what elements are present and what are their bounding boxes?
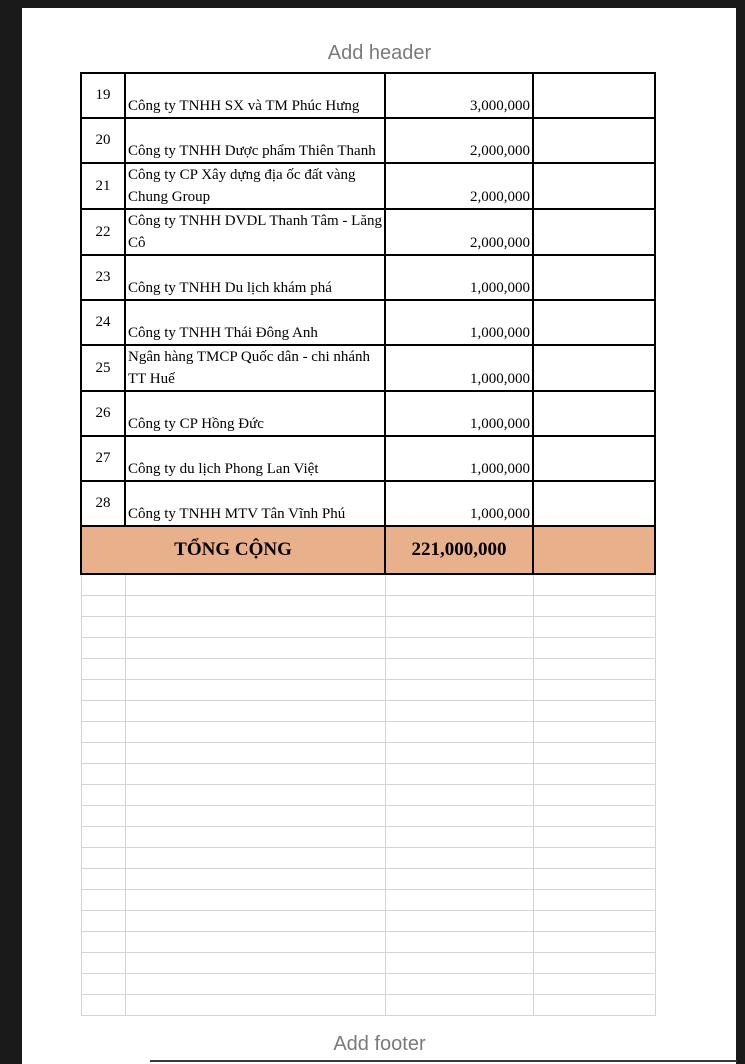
grid-cell[interactable] xyxy=(533,911,655,932)
empty-grid xyxy=(81,574,655,1016)
grid-cell[interactable] xyxy=(533,848,655,869)
grid-cell[interactable] xyxy=(385,701,533,722)
empty-row xyxy=(81,974,655,995)
grid-cell[interactable] xyxy=(533,827,655,848)
grid-cell[interactable] xyxy=(385,574,533,596)
row-number[interactable]: 25 xyxy=(81,345,125,391)
grid-cell[interactable] xyxy=(533,974,655,995)
empty-cell[interactable] xyxy=(533,118,655,163)
empty-cell[interactable] xyxy=(533,436,655,481)
grid-cell[interactable] xyxy=(81,680,125,701)
grid-cell[interactable] xyxy=(125,701,385,722)
empty-cell[interactable] xyxy=(533,255,655,300)
total-amount[interactable]: 221,000,000 xyxy=(385,526,533,574)
grid-cell[interactable] xyxy=(125,743,385,764)
amount-cell[interactable]: 2,000,000 xyxy=(385,163,533,209)
grid-cell[interactable] xyxy=(385,848,533,869)
grid-cell[interactable] xyxy=(125,869,385,890)
grid-cell[interactable] xyxy=(385,932,533,953)
empty-row xyxy=(81,848,655,869)
grid-cell[interactable] xyxy=(385,722,533,743)
grid-cell[interactable] xyxy=(533,932,655,953)
grid-cell[interactable] xyxy=(385,911,533,932)
table-row xyxy=(81,73,655,118)
grid-cell[interactable] xyxy=(125,827,385,848)
table-row xyxy=(81,118,655,163)
grid-cell[interactable] xyxy=(81,638,125,659)
row-number[interactable]: 26 xyxy=(81,391,125,436)
amount-cell[interactable]: 2,000,000 xyxy=(385,118,533,163)
grid-cell[interactable] xyxy=(81,785,125,806)
grid-cell[interactable] xyxy=(125,911,385,932)
grid-cell[interactable] xyxy=(125,974,385,995)
grid-cell[interactable] xyxy=(533,890,655,911)
grid-cell[interactable] xyxy=(385,827,533,848)
grid-cell[interactable] xyxy=(533,659,655,680)
row-number[interactable]: 27 xyxy=(81,436,125,481)
grid-cell[interactable] xyxy=(125,574,385,596)
grid-cell[interactable] xyxy=(81,995,125,1016)
grid-cell[interactable] xyxy=(125,932,385,953)
grid-cell[interactable] xyxy=(81,869,125,890)
grid-cell[interactable] xyxy=(125,848,385,869)
empty-cell[interactable] xyxy=(533,73,655,118)
row-number[interactable]: 22 xyxy=(81,209,125,255)
company-name-cell[interactable]: Công ty TNHH DVDL Thanh Tâm - Lăng Cô xyxy=(125,209,385,255)
empty-row xyxy=(81,617,655,638)
grid-cell[interactable] xyxy=(533,785,655,806)
empty-row xyxy=(81,953,655,974)
grid-cell[interactable] xyxy=(81,701,125,722)
grid-cell[interactable] xyxy=(533,617,655,638)
grid-cell[interactable] xyxy=(81,974,125,995)
amount-cell[interactable]: 3,000,000 xyxy=(385,73,533,118)
grid-cell[interactable] xyxy=(385,785,533,806)
grid-cell[interactable] xyxy=(533,596,655,617)
grid-cell[interactable] xyxy=(533,869,655,890)
grid-cell[interactable] xyxy=(125,722,385,743)
empty-row xyxy=(81,701,655,722)
grid-cell[interactable] xyxy=(385,680,533,701)
grid-cell[interactable] xyxy=(533,638,655,659)
grid-cell[interactable] xyxy=(81,722,125,743)
grid-cell[interactable] xyxy=(125,659,385,680)
grid-cell[interactable] xyxy=(125,890,385,911)
grid-cell[interactable] xyxy=(533,995,655,1016)
empty-row xyxy=(81,764,655,785)
grid-cell[interactable] xyxy=(125,785,385,806)
row-number[interactable]: 19 xyxy=(81,73,125,118)
empty-row xyxy=(81,869,655,890)
grid-cell[interactable] xyxy=(125,596,385,617)
grid-cell[interactable] xyxy=(385,869,533,890)
grid-cell[interactable] xyxy=(81,659,125,680)
company-name-cell[interactable]: Công ty TNHH Thái Đông Anh xyxy=(125,300,385,345)
row-number[interactable]: 23 xyxy=(81,255,125,300)
company-name-cell[interactable]: Công ty CP Hồng Đức xyxy=(125,391,385,436)
empty-row xyxy=(81,722,655,743)
grid-cell[interactable] xyxy=(125,953,385,974)
amount-cell[interactable]: 1,000,000 xyxy=(385,436,533,481)
grid-cell[interactable] xyxy=(81,743,125,764)
grid-cell[interactable] xyxy=(81,806,125,827)
grid-cell[interactable] xyxy=(81,911,125,932)
total-empty-cell[interactable] xyxy=(533,526,655,574)
table-row xyxy=(81,391,655,436)
company-name-cell[interactable]: Công ty TNHH MTV Tân Vĩnh Phú xyxy=(125,481,385,526)
empty-cell[interactable] xyxy=(533,163,655,209)
company-name-cell[interactable]: Công ty TNHH SX và TM Phúc Hưng xyxy=(125,73,385,118)
grid-cell[interactable] xyxy=(81,596,125,617)
total-label[interactable]: TỔNG CỘNG xyxy=(81,526,385,574)
row-number[interactable]: 21 xyxy=(81,163,125,209)
grid-cell[interactable] xyxy=(385,974,533,995)
amount-cell[interactable]: 1,000,000 xyxy=(385,345,533,391)
grid-cell[interactable] xyxy=(385,743,533,764)
row-number[interactable]: 20 xyxy=(81,118,125,163)
company-name-cell[interactable]: Công ty du lịch Phong Lan Việt xyxy=(125,436,385,481)
add-header-button[interactable]: Add header xyxy=(327,42,432,64)
table-row xyxy=(81,345,655,391)
grid-cell[interactable] xyxy=(81,764,125,785)
grid-cell[interactable] xyxy=(533,806,655,827)
table-row xyxy=(81,209,655,255)
grid-cell[interactable] xyxy=(533,953,655,974)
empty-cell[interactable] xyxy=(533,209,655,255)
grid-cell[interactable] xyxy=(81,574,125,596)
window-edge xyxy=(736,8,745,1064)
empty-row xyxy=(81,995,655,1016)
grid-cell[interactable] xyxy=(81,827,125,848)
table-row xyxy=(81,436,655,481)
grid-cell[interactable] xyxy=(533,764,655,785)
grid-cell[interactable] xyxy=(533,722,655,743)
table-body xyxy=(81,73,655,526)
table-row xyxy=(81,300,655,345)
amount-cell[interactable]: 1,000,000 xyxy=(385,300,533,345)
footer-divider xyxy=(150,1060,737,1062)
empty-row xyxy=(81,890,655,911)
empty-row xyxy=(81,659,655,680)
empty-row xyxy=(81,574,655,596)
empty-cell[interactable] xyxy=(533,345,655,391)
grid-cell[interactable] xyxy=(533,701,655,722)
empty-row xyxy=(81,638,655,659)
grid-cell[interactable] xyxy=(533,743,655,764)
spreadsheet-table xyxy=(80,72,656,1016)
grid-cell[interactable] xyxy=(125,617,385,638)
grid-cell[interactable] xyxy=(125,806,385,827)
company-name-cell[interactable]: Công ty CP Xây dựng địa ốc đất vàng Chung Group xyxy=(125,163,385,209)
amount-cell[interactable]: 1,000,000 xyxy=(385,255,533,300)
empty-row xyxy=(81,680,655,701)
empty-cell[interactable] xyxy=(533,300,655,345)
empty-row xyxy=(81,827,655,848)
company-name-cell[interactable]: Ngân hàng TMCP Quốc dân - chi nhánh TT Huế xyxy=(125,345,385,391)
grid-cell[interactable] xyxy=(81,890,125,911)
table-row xyxy=(81,481,655,526)
grid-cell[interactable] xyxy=(81,617,125,638)
empty-cell[interactable] xyxy=(533,481,655,526)
empty-row xyxy=(81,806,655,827)
empty-row xyxy=(81,932,655,953)
empty-row xyxy=(81,743,655,764)
amount-cell[interactable]: 2,000,000 xyxy=(385,209,533,255)
grid-cell[interactable] xyxy=(385,617,533,638)
empty-cell[interactable] xyxy=(533,391,655,436)
grid-cell[interactable] xyxy=(125,638,385,659)
amount-cell[interactable]: 1,000,000 xyxy=(385,481,533,526)
company-name-cell[interactable]: Công ty TNHH Dược phẩm Thiên Thanh xyxy=(125,118,385,163)
empty-row xyxy=(81,596,655,617)
grid-cell[interactable] xyxy=(533,574,655,596)
total-row xyxy=(81,526,655,574)
grid-cell[interactable] xyxy=(385,890,533,911)
grid-cell[interactable] xyxy=(385,953,533,974)
grid-cell[interactable] xyxy=(81,953,125,974)
grid-cell[interactable] xyxy=(385,764,533,785)
row-number[interactable]: 24 xyxy=(81,300,125,345)
table-row xyxy=(81,163,655,209)
empty-row xyxy=(81,911,655,932)
grid-cell[interactable] xyxy=(385,638,533,659)
grid-cell[interactable] xyxy=(125,995,385,1016)
grid-cell[interactable] xyxy=(533,680,655,701)
row-number[interactable]: 28 xyxy=(81,481,125,526)
grid-cell[interactable] xyxy=(385,806,533,827)
grid-cell[interactable] xyxy=(385,995,533,1016)
grid-cell[interactable] xyxy=(125,680,385,701)
empty-row xyxy=(81,785,655,806)
add-footer-button[interactable]: Add footer xyxy=(333,1033,426,1055)
grid-cell[interactable] xyxy=(125,764,385,785)
amount-cell[interactable]: 1,000,000 xyxy=(385,391,533,436)
grid-cell[interactable] xyxy=(385,596,533,617)
grid-cell[interactable] xyxy=(81,848,125,869)
company-name-cell[interactable]: Công ty TNHH Du lịch khám phá xyxy=(125,255,385,300)
table-row xyxy=(81,255,655,300)
grid-cell[interactable] xyxy=(385,659,533,680)
grid-cell[interactable] xyxy=(81,932,125,953)
